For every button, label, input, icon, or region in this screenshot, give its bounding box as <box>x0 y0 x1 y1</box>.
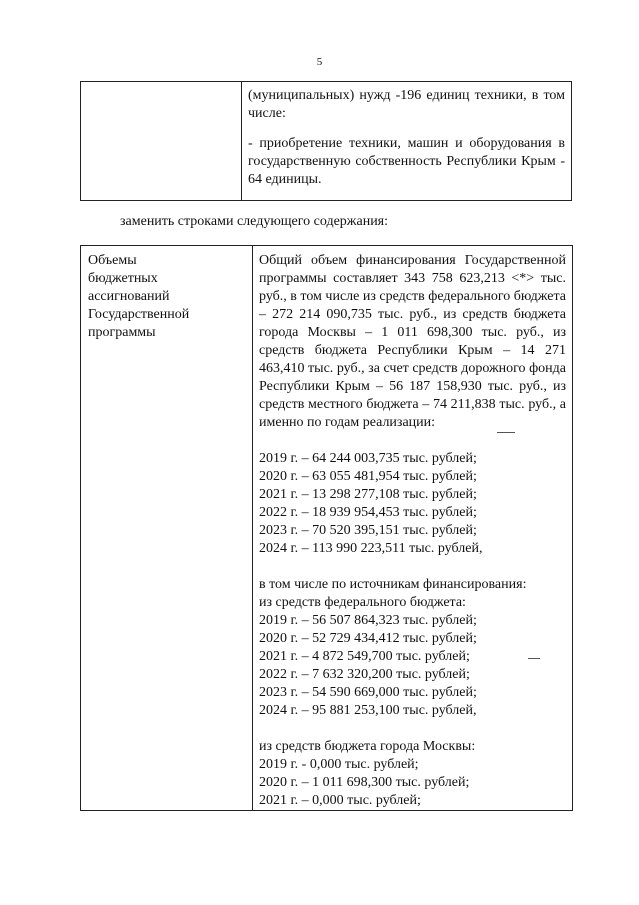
previous-table-right-cell <box>242 82 572 201</box>
year-total-row: 2024 г. – 113 990 223,511 тыс. рублей, <box>259 541 483 556</box>
new-rows-table <box>80 245 573 811</box>
moscow-year-row: 2021 г. – 0,000 тыс. рублей; <box>259 793 421 808</box>
federal-year-row: 2023 г. – 54 590 669,000 тыс. рублей; <box>259 685 477 700</box>
moscow-year-row: 2020 г. – 1 011 698,300 тыс. рублей; <box>259 775 470 790</box>
federal-budget-heading: из средств федерального бюджета: <box>259 595 466 610</box>
year-total-row: 2021 г. – 13 298 277,108 тыс. рублей; <box>259 487 477 502</box>
moscow-year-row: 2019 г. - 0,000 тыс. рублей; <box>259 757 419 772</box>
federal-year-row: 2022 г. – 7 632 320,200 тыс. рублей; <box>259 667 470 682</box>
federal-year-row: 2021 г. – 4 872 549,700 тыс. рублей; <box>259 649 470 664</box>
year-total-row: 2022 г. – 18 939 954,453 тыс. рублей; <box>259 505 477 520</box>
financing-summary: Общий объем финансирования Государственной программы составляет 343 758 623,213 <*> тыс. руб., в том числе из средств федерального бюджета – 272 214 090,735 тыс. руб., из средств бюджета города Москвы – 1 011 698,300 тыс. руб., из средств бюджета Республики Крым – 14 271 463,410 тыс. руб., за счет средств дорожного фонда Республики Крым – 56 187 158,930 тыс. руб., из средств местного бюджета – 74 211,838 тыс. руб., а именно по годам реализации: <box>259 253 566 430</box>
replace-instruction: заменить строками следующего содержания: <box>120 214 389 229</box>
year-total-row: 2023 г. – 70 520 395,151 тыс. рублей; <box>259 523 477 538</box>
previous-table-fragment <box>80 81 572 201</box>
financing-details-cell <box>253 246 573 811</box>
moscow-budget-heading: из средств бюджета города Москвы: <box>259 739 476 754</box>
budget-allocations-label <box>81 246 253 811</box>
federal-year-row: 2024 г. – 95 881 253,100 тыс. рублей, <box>259 703 477 718</box>
year-total-row: 2020 г. – 63 055 481,954 тыс. рублей; <box>259 469 477 484</box>
equipment-purchase-item: - приобретение техники, машин и оборудования в государственную собственность Республики Крым - 64 единицы. <box>248 136 565 187</box>
equipment-units-text: (муниципальных) нужд -196 единиц техники, в том числе: <box>248 88 565 121</box>
scan-mark <box>528 658 540 659</box>
year-total-row: 2019 г. – 64 244 003,735 тыс. рублей; <box>259 451 477 466</box>
budget-allocations-label-text: Объемы бюджетных ассигнований Государственной программы <box>88 253 190 340</box>
sources-heading: в том числе по источникам финансирования: <box>259 577 527 592</box>
page-number: 5 <box>316 56 323 68</box>
federal-year-row: 2020 г. – 52 729 434,412 тыс. рублей; <box>259 631 477 646</box>
scan-mark <box>497 432 515 433</box>
previous-table-left-cell <box>81 82 242 201</box>
federal-year-row: 2019 г. – 56 507 864,323 тыс. рублей; <box>259 613 477 628</box>
